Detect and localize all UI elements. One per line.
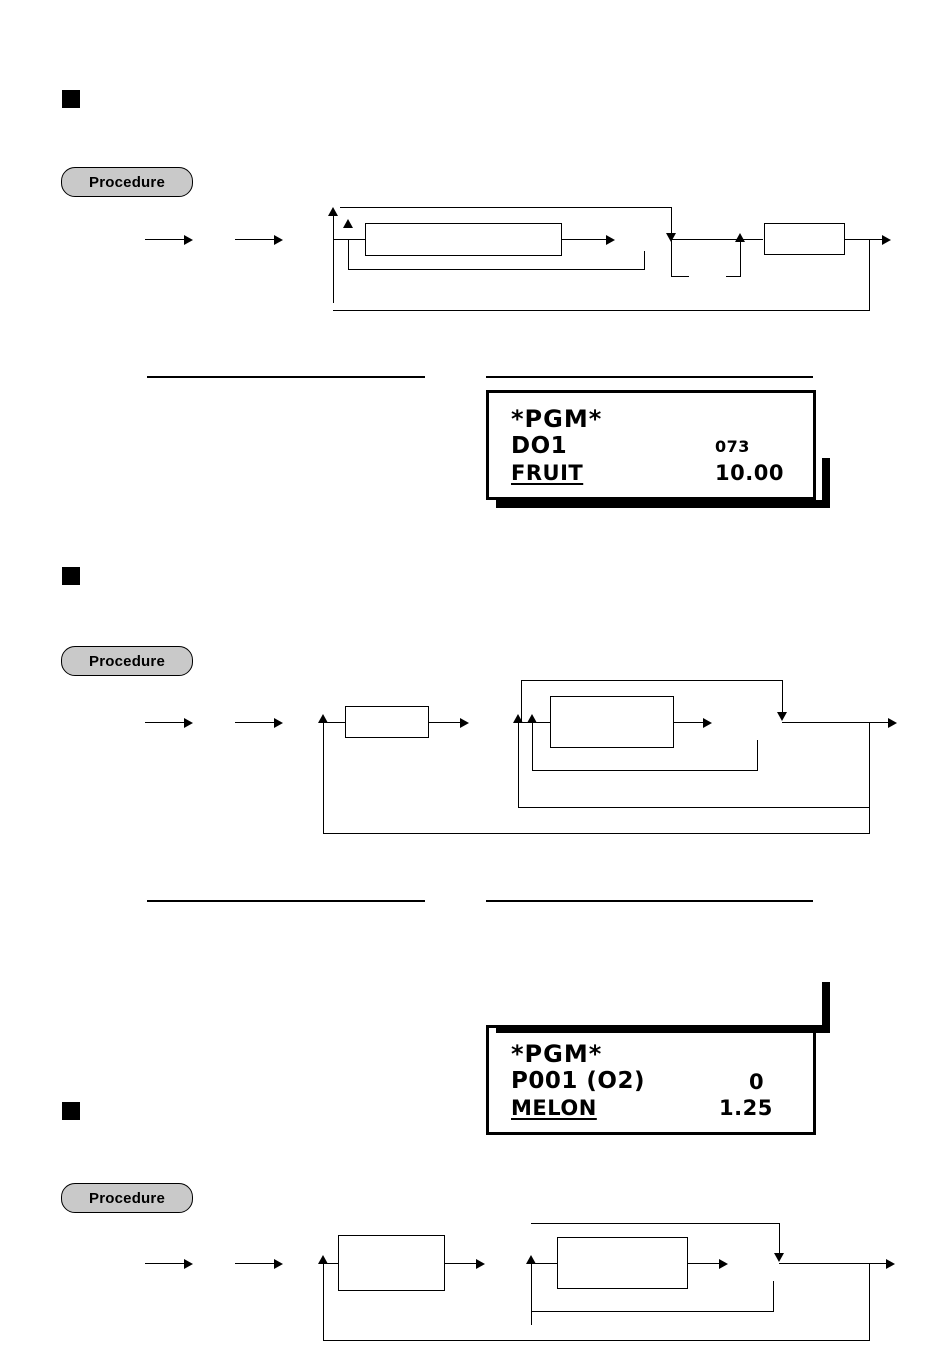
lcd-title: *PGM* xyxy=(511,1040,603,1068)
display-rule-1 xyxy=(486,376,813,378)
lcd-shadow-right-2 xyxy=(822,982,830,1030)
lcd-title: *PGM* xyxy=(511,405,603,433)
procedure-flow-diagram-2 xyxy=(140,670,900,850)
flow-line xyxy=(671,239,763,240)
procedure-flow-diagram-3 xyxy=(140,1205,900,1345)
lcd-line2-right: 10.00 xyxy=(715,461,784,485)
flow-line xyxy=(562,239,607,240)
flow-arrow xyxy=(719,1259,728,1269)
flow-line xyxy=(348,269,645,270)
description-rule-2 xyxy=(147,900,425,902)
flow-line xyxy=(323,833,870,834)
flow-box-mode-3 xyxy=(338,1235,445,1291)
flow-arrow xyxy=(274,718,283,728)
lcd-shadow-right-1 xyxy=(822,458,830,506)
lcd-line1-right: 0 xyxy=(749,1070,765,1094)
flow-line xyxy=(869,722,870,834)
flow-line xyxy=(531,1263,532,1325)
flow-line xyxy=(531,1263,558,1264)
lcd-shadow-bottom-1 xyxy=(496,500,830,508)
flow-box-entry-3 xyxy=(557,1237,688,1289)
procedure-label: Procedure xyxy=(89,652,165,670)
flow-line xyxy=(531,1223,780,1224)
flow-arrow xyxy=(184,718,193,728)
flow-line xyxy=(779,1223,780,1255)
flow-arrow xyxy=(184,1259,193,1269)
flow-arrow xyxy=(460,718,469,728)
lcd-display-1 xyxy=(486,390,816,500)
flow-line xyxy=(333,310,870,311)
flow-line xyxy=(333,239,366,240)
flow-line xyxy=(740,239,741,277)
lcd-shadow-bottom-2 xyxy=(496,1025,830,1033)
lcd-display-2 xyxy=(486,1025,816,1135)
flow-line xyxy=(235,1263,275,1264)
flow-arrow xyxy=(274,235,283,245)
section-bullet-2 xyxy=(60,565,82,587)
flow-box-entry-2 xyxy=(550,696,674,748)
flow-arrow xyxy=(888,718,897,728)
flow-line xyxy=(671,276,689,277)
display-rule-2 xyxy=(486,900,813,902)
flow-arrow xyxy=(886,1259,895,1269)
section-bullet-1 xyxy=(60,88,82,110)
flow-line xyxy=(235,722,275,723)
flow-box-entry xyxy=(365,223,562,256)
flow-arrow xyxy=(777,712,787,721)
lcd-line2-left: MELON xyxy=(511,1096,597,1120)
flow-line xyxy=(782,680,783,714)
flow-line xyxy=(445,1263,477,1264)
flow-line xyxy=(531,1311,774,1312)
flow-line xyxy=(671,239,672,277)
section-bullet-3 xyxy=(60,1100,82,1122)
description-rule-1 xyxy=(147,376,425,378)
flow-line xyxy=(869,239,870,311)
flow-arrow xyxy=(328,207,338,216)
flow-line xyxy=(773,1281,774,1311)
flow-line xyxy=(518,722,519,807)
flow-arrow xyxy=(882,235,891,245)
flow-line xyxy=(340,207,672,208)
flow-arrow xyxy=(274,1259,283,1269)
flow-line xyxy=(521,680,522,722)
flow-arrow xyxy=(774,1253,784,1262)
procedure-pill-1 xyxy=(61,167,193,197)
lcd-line1-left: DO1 xyxy=(511,433,568,459)
flow-arrow xyxy=(476,1259,485,1269)
flow-box-mode xyxy=(345,706,429,738)
flow-arrow xyxy=(184,235,193,245)
flow-line xyxy=(145,239,185,240)
flow-line xyxy=(532,770,758,771)
flow-line xyxy=(145,722,185,723)
lcd-line1-right: 073 xyxy=(715,437,750,456)
flow-line xyxy=(518,722,551,723)
flow-line xyxy=(323,722,346,723)
flow-line xyxy=(674,722,704,723)
lcd-line2-right: 1.25 xyxy=(719,1096,773,1120)
flow-line xyxy=(521,680,783,681)
procedure-label: Procedure xyxy=(89,173,165,191)
flow-line xyxy=(145,1263,185,1264)
flow-arrow xyxy=(606,235,615,245)
flow-arrow xyxy=(703,718,712,728)
flow-line xyxy=(532,722,533,770)
flow-line xyxy=(348,239,349,269)
flow-line xyxy=(757,740,758,770)
flow-line xyxy=(323,722,324,834)
flow-line xyxy=(518,807,870,808)
procedure-flow-diagram-1 xyxy=(140,195,900,325)
lcd-line2-left: FRUIT xyxy=(511,461,584,485)
flow-line xyxy=(429,722,461,723)
flow-line xyxy=(779,1263,887,1264)
lcd-line1-left: P001 (O2) xyxy=(511,1068,645,1094)
flow-line xyxy=(782,722,890,723)
flow-line xyxy=(235,239,275,240)
flow-line xyxy=(688,1263,720,1264)
flow-line xyxy=(845,239,883,240)
flow-line xyxy=(323,1263,339,1264)
flow-line xyxy=(323,1263,324,1341)
flow-line xyxy=(869,1263,870,1341)
flow-line xyxy=(671,207,672,235)
flow-line xyxy=(333,213,334,303)
procedure-label: Procedure xyxy=(89,1189,165,1207)
flow-arrow xyxy=(735,233,745,242)
flow-line xyxy=(644,251,645,269)
flow-arrow xyxy=(343,219,353,228)
flow-line xyxy=(726,276,741,277)
flow-box-exit xyxy=(764,223,845,255)
